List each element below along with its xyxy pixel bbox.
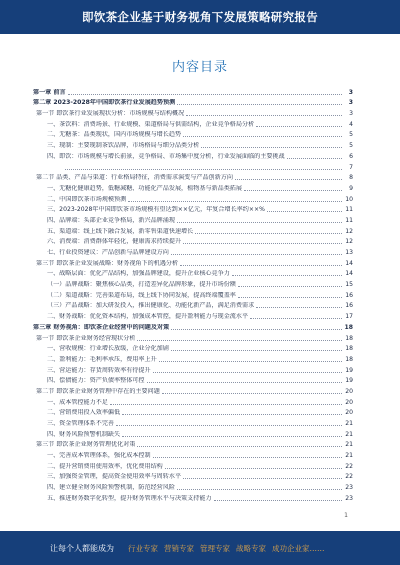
toc-entry-text: 第一章 前言 xyxy=(33,88,66,96)
toc-entry-text: 一、完善成本管理体系，强化成本控制 xyxy=(47,452,151,460)
toc-leader-dots xyxy=(256,125,342,127)
toc-entry-page: 18 xyxy=(345,334,353,342)
toc-entry[interactable] xyxy=(33,225,353,236)
toc-leader-dots xyxy=(177,221,342,223)
toc-entry[interactable] xyxy=(33,396,353,407)
toc-entry[interactable] xyxy=(33,492,353,503)
toc-entry-page: 9 xyxy=(349,184,353,192)
toc-entry-page: 11 xyxy=(345,216,353,224)
toc-entry[interactable] xyxy=(33,321,353,332)
toc-entry[interactable] xyxy=(33,236,353,247)
toc-entry[interactable] xyxy=(33,439,353,450)
toc-entry-text: 四、建立健全财务风险预警机制，防范经营风险 xyxy=(47,484,175,492)
toc-leader-dots xyxy=(183,477,342,479)
toc-entry[interactable] xyxy=(33,364,353,375)
toc-entry-text: 二、中国即饮茶市场规模预测 xyxy=(47,195,127,203)
toc-title: 内容目录 xyxy=(171,60,228,75)
toc-entry-page: 16 xyxy=(345,302,353,310)
toc-leader-dots xyxy=(256,306,342,308)
toc-entry-text: 二、盈利能力：毛利率承压，费用率上升 xyxy=(47,355,157,363)
toc-entry[interactable] xyxy=(33,332,353,343)
toc-leader-dots xyxy=(183,135,342,137)
toc-leader-dots xyxy=(171,349,342,351)
toc-entry-text: 七、行业投资建议：产品创新与品牌建设方向 xyxy=(47,249,169,256)
footer-tag: 战略专家 xyxy=(236,543,266,553)
toc-leader-dots xyxy=(186,114,342,116)
toc-entry-page: 12 xyxy=(345,238,353,246)
toc-entry-text: 第三章 财务视角：即饮茶企业经营中的问题及对策 xyxy=(33,323,170,331)
toc-entry-page: 6 xyxy=(349,152,353,160)
toc-entry-page: 4 xyxy=(349,120,353,128)
toc-entry-page: 19 xyxy=(345,377,353,385)
toc-entry-page: 23 xyxy=(345,484,353,492)
toc-entry[interactable] xyxy=(33,182,353,193)
toc-entry[interactable] xyxy=(33,97,353,108)
toc-entry-page: 23 xyxy=(345,494,353,502)
toc-entry-page: 3 xyxy=(349,110,353,118)
toc-entry[interactable] xyxy=(33,471,353,482)
toc-entry-text: 第三节 即饮茶企业财务管理优化对策 xyxy=(36,441,136,449)
toc-entry-text: （二）渠道战略：完善渠道布局，线上线下协同发展，提高终端覆盖率 xyxy=(47,291,236,299)
toc-entry-page: 8 xyxy=(349,174,353,182)
toc-leader-dots xyxy=(122,413,342,415)
footer-tag: 管理专家 xyxy=(200,543,230,553)
toc-entry-page: 17 xyxy=(345,313,353,321)
toc-entry[interactable] xyxy=(33,289,353,300)
toc-entry-text: 三、营运能力：存货周转效率有待提升 xyxy=(47,366,151,374)
toc-entry[interactable] xyxy=(33,129,353,140)
toc-entry[interactable] xyxy=(33,353,353,364)
toc-entry-text: 三、资金管理体系不完善 xyxy=(47,420,115,427)
toc-entry[interactable] xyxy=(33,161,353,172)
toc-entry[interactable] xyxy=(33,278,353,289)
table-of-contents xyxy=(33,86,353,503)
toc-leader-dots xyxy=(238,285,342,287)
toc-entry[interactable] xyxy=(33,139,353,150)
toc-leader-dots xyxy=(180,264,342,266)
toc-entry[interactable] xyxy=(33,86,353,97)
toc-entry-text: 第二节 品类、产品与渠道：行业格局特征，消费需求演变与产品创新方向 xyxy=(36,174,233,182)
toc-entry-page: 14 xyxy=(345,270,353,278)
toc-entry[interactable] xyxy=(33,246,353,257)
toc-leader-dots xyxy=(68,93,342,95)
toc-entry-page: 22 xyxy=(345,473,353,481)
toc-entry-text: 四、即饮：市场规模与增长前景，竞争格局、市场集中度分析，行业发展面临的主要挑战 xyxy=(47,152,285,160)
toc-entry-text: （三）产品战略：加大研发投入，推出健康化、功能化新产品，满足消费需求 xyxy=(47,302,255,310)
toc-entry[interactable] xyxy=(33,407,353,418)
toc-leader-dots xyxy=(171,253,342,255)
toc-entry[interactable] xyxy=(33,257,353,268)
toc-leader-dots xyxy=(177,103,342,105)
toc-entry-page: 15 xyxy=(345,281,353,289)
toc-entry[interactable] xyxy=(33,150,353,161)
toc-leader-dots xyxy=(250,317,342,319)
toc-entry-text: 四、偿债能力：资产负债率整体可控 xyxy=(47,377,145,385)
toc-entry-text: 二、提升营销费用使用效率，优化费用结构 xyxy=(47,462,163,470)
toc-entry-text: 四、财务风险预警机制缺失 xyxy=(47,430,121,438)
toc-entry-page: 19 xyxy=(345,366,353,374)
toc-entry-text: 一、成本管控能力不足 xyxy=(47,398,108,406)
toc-leader-dots xyxy=(137,339,342,341)
toc-leader-dots xyxy=(171,328,342,330)
toc-entry[interactable] xyxy=(33,449,353,460)
footer-tag: 行业专家 xyxy=(128,543,158,553)
toc-entry-text: 第一节 即饮茶行业发展现状分析：市场规模与结构概况 xyxy=(36,110,185,118)
toc-leader-dots xyxy=(177,488,342,490)
toc-entry-text: 五、渠道端：线上线下融合发展，新零售渠道快速增长 xyxy=(47,227,194,235)
toc-entry-page: 18 xyxy=(344,323,353,331)
toc-entry-page: 22 xyxy=(345,462,353,470)
toc-entry[interactable] xyxy=(33,300,353,311)
toc-entry-text: 第一节 即饮茶企业财务经营现状分析 xyxy=(36,334,136,342)
report-title: 即饮茶企业基于财务视角下发展策略研究报告 xyxy=(82,10,318,24)
toc-entry-page: 5 xyxy=(349,142,353,150)
toc-entry-page: 21 xyxy=(345,430,353,438)
toc-entry-text: 一、无糖化健康趋势，低糖减糖、功能化产品发展，植物基与新品类拓展 xyxy=(47,184,242,192)
toc-entry[interactable] xyxy=(33,204,353,215)
toc-entry[interactable] xyxy=(33,107,353,118)
toc-entry-text: 二、无糖茶：品类现状，国内市场规模与增长趋势 xyxy=(47,131,182,139)
toc-entry[interactable] xyxy=(33,417,353,428)
toc-entry[interactable] xyxy=(33,375,353,386)
toc-entry-text: 一、营收规模：行业增长放缓，企业分化加剧 xyxy=(47,345,169,353)
toc-leader-dots xyxy=(232,274,342,276)
toc-leader-dots xyxy=(162,392,342,394)
toc-entry-page: 21 xyxy=(345,420,353,427)
toc-entry-page: 12 xyxy=(345,227,353,235)
toc-leader-dots xyxy=(122,435,342,437)
toc-entry-page: 21 xyxy=(345,441,353,449)
toc-leader-dots xyxy=(147,381,343,383)
toc-entry[interactable] xyxy=(33,268,353,279)
footer-slogan: 让每个人都能成为 xyxy=(50,543,114,553)
toc-entry-page: 10 xyxy=(345,195,353,203)
toc-leader-dots xyxy=(238,296,342,298)
toc-entry-page: 3 xyxy=(348,99,353,107)
toc-entry-page: 20 xyxy=(345,387,353,395)
toc-leader-dots xyxy=(116,424,342,426)
toc-leader-dots xyxy=(235,178,342,180)
toc-entry-text: 第二章 2023-2028年中国即饮茶行业发展趋势预测 xyxy=(33,99,176,107)
toc-entry-text: 三、2023-2028年中国即饮茶市场规模有望达到××亿元，年复合增长率约××% xyxy=(47,206,265,214)
toc-leader-dots xyxy=(244,189,342,191)
toc-entry-page: 21 xyxy=(345,452,353,460)
toc-entry-text: 第二节 即饮茶企业财务管理中存在的主要问题 xyxy=(36,387,160,395)
footer-tag: 营销专家 xyxy=(164,543,194,553)
toc-entry-text: 三、现制：主要现制茶饮品牌，市场格局与细分品类分析 xyxy=(47,142,200,150)
toc-entry-text: 六、消费端：消费群体年轻化，健康需求持续提升 xyxy=(47,238,182,246)
toc-leader-dots xyxy=(165,467,342,469)
toc-leader-dots xyxy=(65,168,342,170)
page-number: 1 xyxy=(344,512,348,519)
toc-entry-page: 3 xyxy=(348,88,353,96)
toc-entry[interactable] xyxy=(33,385,353,396)
toc-entry-page: 16 xyxy=(345,291,353,299)
toc-entry-text: 四、品牌端：头部企业竞争格局，新兴品牌涌现 xyxy=(47,216,175,224)
toc-entry-page: 11 xyxy=(345,206,353,214)
toc-entry-page: 13 xyxy=(345,249,353,256)
toc-leader-dots xyxy=(110,403,342,405)
toc-leader-dots xyxy=(195,232,342,234)
toc-entry[interactable] xyxy=(33,118,353,129)
toc-entry-page: 18 xyxy=(345,355,353,363)
toc-entry-text: 二、营销费用投入效率偏低 xyxy=(47,409,121,417)
toc-entry-page: 14 xyxy=(345,259,353,267)
toc-entry-text: 第三节 即饮茶企业发展战略：财务视角下的机遇分析 xyxy=(36,259,179,267)
toc-entry[interactable] xyxy=(33,460,353,471)
toc-leader-dots xyxy=(137,445,342,447)
toc-leader-dots xyxy=(287,157,342,159)
toc-entry[interactable] xyxy=(33,310,353,321)
toc-leader-dots xyxy=(201,146,342,148)
toc-leader-dots xyxy=(159,360,342,362)
toc-leader-dots xyxy=(214,499,342,501)
toc-leader-dots xyxy=(153,456,342,458)
toc-leader-dots xyxy=(128,200,342,202)
toc-entry-text: 三、加强资金管理，提高资金使用效率与周转水平 xyxy=(47,473,182,481)
toc-entry-page: 18 xyxy=(345,345,353,353)
toc-leader-dots xyxy=(183,242,342,244)
toc-entry-page: 7 xyxy=(349,163,353,171)
toc-leader-dots xyxy=(153,371,342,373)
toc-entry-text: （一）品牌战略：聚焦核心品类，打造差异化品牌形象，提升市场份额 xyxy=(47,281,236,289)
toc-entry[interactable] xyxy=(33,343,353,354)
toc-entry-page: 5 xyxy=(349,131,353,139)
toc-entry-page: 20 xyxy=(345,398,353,406)
toc-entry[interactable] xyxy=(33,214,353,225)
toc-entry[interactable] xyxy=(33,172,353,183)
toc-entry-page: 20 xyxy=(345,409,353,417)
footer-tags xyxy=(128,543,331,554)
toc-entry[interactable] xyxy=(33,193,353,204)
toc-entry[interactable] xyxy=(33,428,353,439)
toc-entry[interactable] xyxy=(33,481,353,492)
toc-leader-dots xyxy=(267,210,342,212)
footer-tag: 成功企业家…… xyxy=(272,543,325,553)
toc-entry-text: 二、财务战略：优化资本结构，加强成本管控，提升盈利能力与现金流水平 xyxy=(47,313,249,321)
toc-entry-text: 一、茶饮料：消费场景、行业规模、渠道格局与供需结构，企业竞争格局分析 xyxy=(47,120,255,128)
header-bar xyxy=(0,0,400,34)
toc-entry-text: 一、战略层面：优化产品结构，加强品牌建设，提升企业核心竞争力 xyxy=(47,270,230,278)
footer-bar xyxy=(0,531,400,565)
toc-entry-text: 五、推进财务数字化转型，提升财务管理水平与决策支持能力 xyxy=(47,494,212,502)
